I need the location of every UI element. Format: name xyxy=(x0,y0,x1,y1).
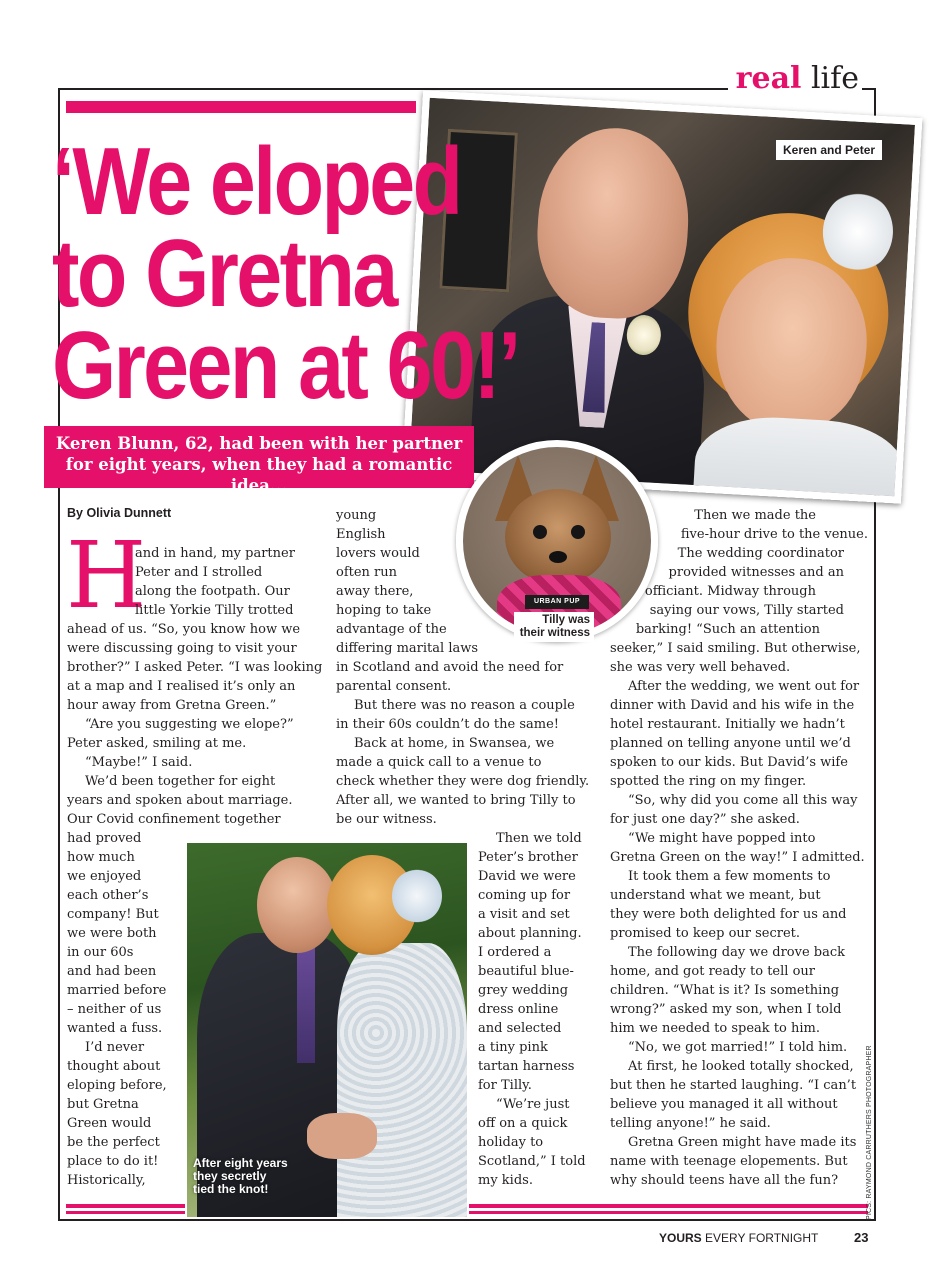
text-line: along the footpath. Our xyxy=(135,584,290,599)
hero-caption: Keren and Peter xyxy=(776,140,882,160)
headline-line: Green at 60!’ xyxy=(52,312,519,419)
text-line: Peter and I strolled xyxy=(135,565,263,580)
headline xyxy=(52,128,534,419)
text-line: my kids. xyxy=(478,1173,533,1188)
text-line: and selected xyxy=(478,1021,562,1036)
text-line: name with teenage elopements. But xyxy=(610,1154,848,1169)
dog-photo-eye xyxy=(533,525,547,539)
column-1-narrow xyxy=(67,829,179,1190)
text-line: hour away from Gretna Green.” xyxy=(67,698,277,713)
text-line: a tiny pink xyxy=(478,1040,548,1055)
text-line: holiday to xyxy=(478,1135,544,1150)
text-line: made a quick call to a venue to xyxy=(336,755,542,770)
column-2-mid xyxy=(336,658,598,829)
text-line: years and spoken about marriage. xyxy=(67,793,293,808)
text-line: “We might have popped into xyxy=(628,831,816,846)
text-line: saying our vows, Tilly started xyxy=(649,603,844,618)
text-line: It took them a few moments to xyxy=(628,869,831,884)
column-1-top xyxy=(67,544,323,829)
text-line: Back at home, in Swansea, we xyxy=(354,736,555,751)
text-line: I ordered a xyxy=(478,945,552,960)
text-line: be the perfect xyxy=(67,1135,160,1150)
text-line: spotted the ring on my finger. xyxy=(610,774,807,789)
text-line: she was very well behaved. xyxy=(610,660,791,675)
text-line: ahead of us. “So, you know how we xyxy=(67,622,301,637)
top-pink-bar xyxy=(66,101,416,113)
text-line: planned on telling anyone until we’d xyxy=(610,736,851,751)
text-line: be our witness. xyxy=(336,812,437,827)
text-line: him we needed to speak to him. xyxy=(610,1021,820,1036)
text-line: in Scotland and avoid the need for xyxy=(336,660,564,675)
text-line: – neither of us xyxy=(67,1002,162,1017)
text-line: home, and got ready to tell our xyxy=(610,964,815,979)
text-line: wrong?” asked my son, when I told xyxy=(610,1002,842,1017)
text-line: I’d never xyxy=(85,1040,145,1055)
text-line: “No, we got married!” I told him. xyxy=(628,1040,848,1055)
headline-line: ‘We eloped xyxy=(52,128,461,235)
text-line: brother?” I asked Peter. “I was looking xyxy=(67,660,323,675)
text-line: Peter asked, smiling at me. xyxy=(67,736,247,751)
column-2-narrow-bottom xyxy=(478,829,596,1190)
text-line: in their 60s couldn’t do the same! xyxy=(336,717,559,732)
text-line: we were both xyxy=(67,926,157,941)
text-line: wanted a fuss. xyxy=(67,1021,163,1036)
dog-photo-nose xyxy=(549,551,567,563)
text-line: promised to keep our secret. xyxy=(610,926,801,941)
text-line: tartan harness xyxy=(478,1059,575,1074)
dog-harness-label: URBAN PUP xyxy=(525,595,589,609)
dog-photo-eye xyxy=(571,525,585,539)
text-line: English xyxy=(336,527,386,542)
hero-photo-man-face xyxy=(533,124,693,322)
text-line: about planning. xyxy=(478,926,582,941)
text-line: Gretna Green might have made its xyxy=(628,1135,857,1150)
text-line: spoken to our kids. But David’s wife xyxy=(610,755,848,770)
text-line: a visit and set xyxy=(478,907,570,922)
text-line: “So, why did you come all this way xyxy=(628,793,858,808)
text-line: barking! “Such an attention xyxy=(635,622,820,637)
drop-cap: H xyxy=(66,522,147,629)
text-line: for just one day?” she asked. xyxy=(610,812,800,827)
dog-caption: Tilly was their witness xyxy=(514,612,594,642)
text-line: grey wedding xyxy=(478,983,569,998)
text-line: Then we told xyxy=(496,831,582,846)
text-line: The following day we drove back xyxy=(628,945,846,960)
text-line: believe you managed it all without xyxy=(610,1097,838,1112)
text-line: coming up for xyxy=(478,888,571,903)
text-line: for Tilly. xyxy=(478,1078,532,1093)
text-line: were discussing going to visit your xyxy=(67,641,297,656)
text-line: The wedding coordinator xyxy=(677,546,844,561)
text-line: check whether they were dog friendly. xyxy=(336,774,590,789)
text-line: at a map and I realised it’s only an xyxy=(67,679,296,694)
text-line: but then he started laughing. “I can’t xyxy=(610,1078,857,1093)
photo-credit: PICS: RAYMOND CARRUTHERS PHOTOGRAPHER xyxy=(866,1045,873,1220)
text-line: children. “What is it? Is something xyxy=(610,983,840,998)
section-tag-word: life xyxy=(810,61,859,96)
text-line: they were both delighted for us and xyxy=(610,907,847,922)
text-line: had proved xyxy=(67,831,142,846)
text-line: away there, xyxy=(336,584,414,599)
text-line: married before xyxy=(67,983,167,998)
text-line: After the wedding, we went out for xyxy=(628,679,860,694)
text-line: thought about xyxy=(67,1059,161,1074)
text-line: Historically, xyxy=(67,1173,146,1188)
text-line: Green would xyxy=(67,1116,152,1131)
frame-bottom xyxy=(58,1219,876,1221)
page-number: 23 xyxy=(854,1230,869,1245)
footer-tagline: EVERY FORTNIGHT xyxy=(705,1231,819,1245)
text-line: off on a quick xyxy=(478,1116,568,1131)
text-line: five-hour drive to the venue. xyxy=(680,527,868,542)
column-3-main xyxy=(610,639,870,1190)
text-line: At first, he looked totally shocked, xyxy=(628,1059,854,1074)
text-line: hoping to take xyxy=(336,603,432,618)
text-line: and in hand, my partner xyxy=(135,546,295,561)
text-line: David we were xyxy=(478,869,576,884)
text-line: Gretna Green on the way!” I admitted. xyxy=(610,850,865,865)
text-line: advantage of the xyxy=(336,622,447,637)
text-line: beautiful blue- xyxy=(478,964,574,979)
text-line: dress online xyxy=(478,1002,559,1017)
text-line: parental consent. xyxy=(336,679,452,694)
text-line: Scotland,” I told xyxy=(478,1154,586,1169)
text-line: lovers would xyxy=(336,546,420,561)
text-line: Peter’s brother xyxy=(478,850,578,865)
dog-photo-head xyxy=(505,489,611,585)
footer-brand xyxy=(659,1231,818,1245)
kiss-photo-tie xyxy=(297,943,315,1063)
byline: By Olivia Dunnett xyxy=(67,506,172,520)
text-line: often run xyxy=(336,565,398,580)
text-line: differing marital laws xyxy=(336,641,479,656)
text-line: telling anyone!” he said. xyxy=(610,1116,771,1131)
text-line: understand what we meant, but xyxy=(610,888,821,903)
text-line: We’d been together for eight xyxy=(85,774,276,789)
text-line: each other’s xyxy=(67,888,149,903)
text-line: and had been xyxy=(67,964,157,979)
text-line: how much xyxy=(67,850,135,865)
frame-top xyxy=(58,88,718,90)
text-line: officiant. Midway through xyxy=(644,584,816,599)
headline-line: to Gretna xyxy=(52,220,396,327)
text-line: place to do it! xyxy=(67,1154,159,1169)
kiss-photo-man-head xyxy=(257,857,337,953)
kiss-photo-dress xyxy=(337,943,467,1219)
section-tag-highlight: real xyxy=(735,61,802,96)
text-line: young xyxy=(336,508,377,523)
hero-photo-dress xyxy=(691,413,907,503)
kiss-photo-fascinator xyxy=(392,869,442,923)
text-line: hotel restaurant. Initially we hadn’t xyxy=(610,717,845,732)
text-line: Our Covid confinement together xyxy=(67,812,281,827)
footer-brand-name: YOURS xyxy=(659,1231,702,1245)
standfirst: Keren Blunn, 62, had been with her partner for eight years, when they had a romantic idea... xyxy=(44,426,474,488)
text-line: company! But xyxy=(67,907,159,922)
text-line: “Maybe!” I said. xyxy=(85,755,193,770)
text-line: dinner with David and his wife in the xyxy=(610,698,855,713)
section-tag xyxy=(736,62,859,96)
text-line: “We’re just xyxy=(496,1097,570,1112)
text-line: But there was no reason a couple xyxy=(354,698,575,713)
text-line: seeker,” I said smiling. But otherwise, xyxy=(610,641,861,656)
kiss-caption: After eight years they secretly tied the knot! xyxy=(193,1156,288,1196)
text-line: in our 60s xyxy=(67,945,134,960)
text-line: eloping before, xyxy=(67,1078,167,1093)
text-line: Then we made the xyxy=(694,508,816,523)
kiss-photo-hands xyxy=(307,1113,377,1159)
text-line: “Are you suggesting we elope?” xyxy=(85,717,294,732)
text-line: we enjoyed xyxy=(67,869,142,884)
text-line: why should teens have all the fun? xyxy=(610,1173,839,1188)
text-line: little Yorkie Tilly trotted xyxy=(135,603,294,618)
text-line: but Gretna xyxy=(67,1097,139,1112)
text-line: provided witnesses and an xyxy=(668,565,844,580)
text-line: After all, we wanted to bring Tilly to xyxy=(336,793,576,808)
